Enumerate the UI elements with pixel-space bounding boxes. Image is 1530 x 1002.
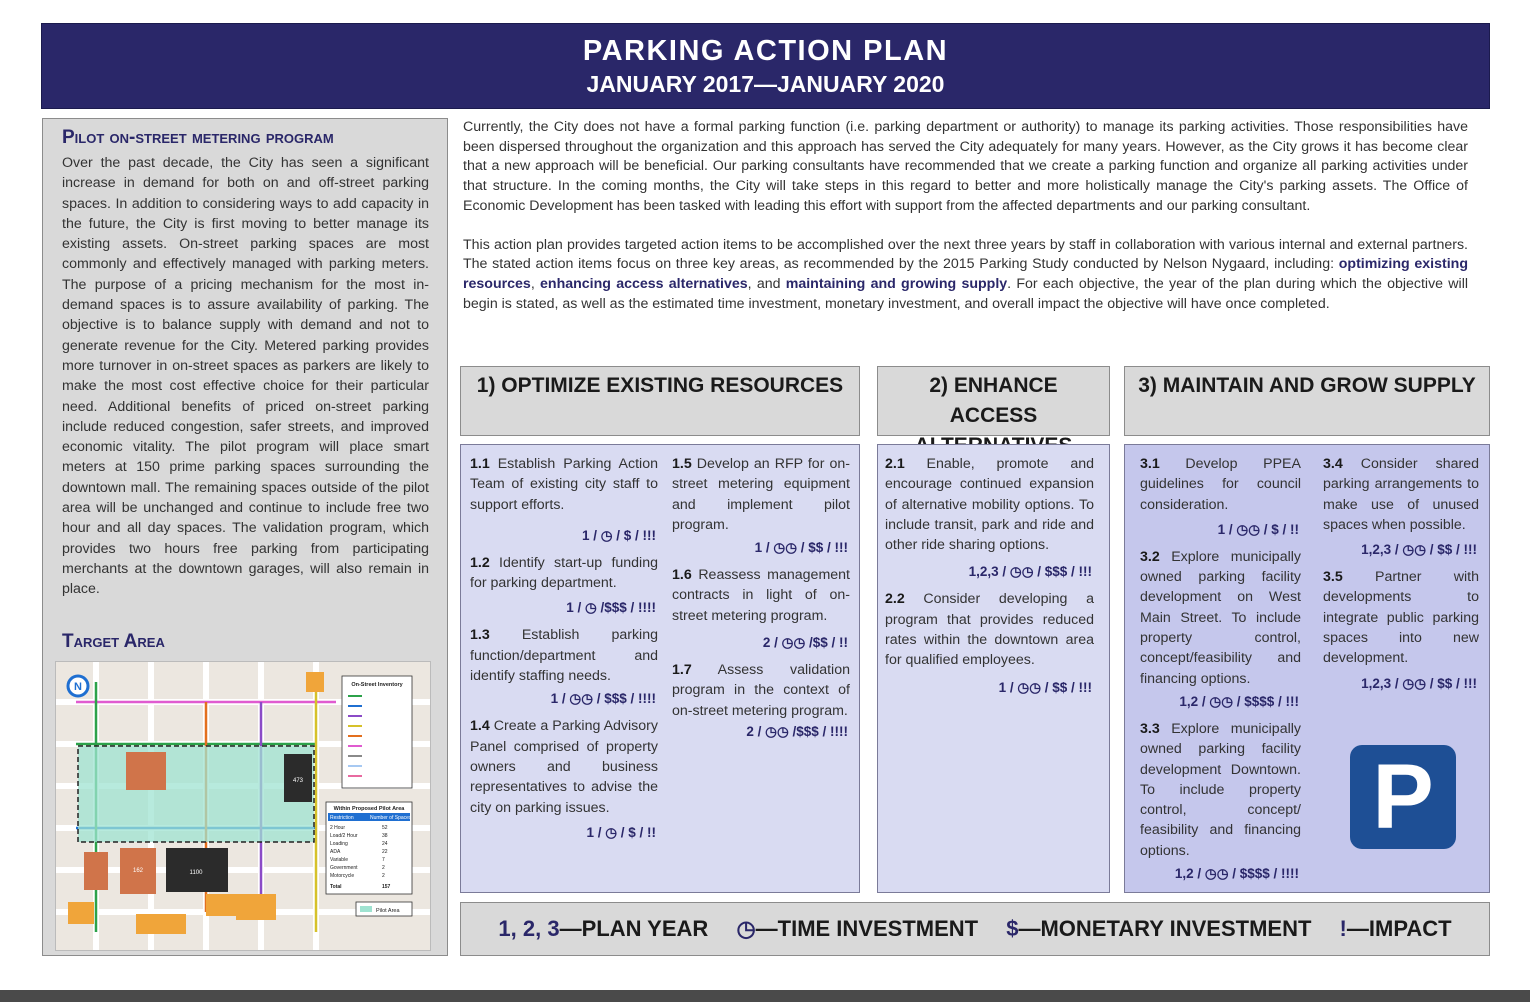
bottom-divider [0,990,1530,1002]
section-optimize-content [460,444,860,893]
key-area-2: enhancing access alternatives [540,275,748,292]
map-table-cell: 2 [382,873,385,879]
page-header [41,23,1490,109]
sidebar-title: Pilot on-street metering program [62,127,334,148]
pilot-program-sidebar [42,118,448,956]
item-rating: 1 / ◷ /$$$ / !!!! [566,600,656,616]
item-rating: 1 / ◷ / $ / !!! [581,527,656,543]
enhance-column [885,454,1094,705]
map-table-cell: 157 [382,884,391,890]
item-rating: 2 / ◷◷ /$$$ / !!!! [746,723,848,739]
legend-impact: !—IMPACT [1339,916,1452,941]
target-area-title: Target Area [62,631,165,652]
key-area-3: maintaining and growing supply [785,275,1008,292]
section-enhance-content [877,444,1110,893]
clock-icon: ◷ [736,916,756,941]
optimize-column-right [672,454,850,749]
action-item: 3.2 Explore municipally owned parking facility development on West Main Street. To include property control, concept/feasibility and financing options. 1,2 / ◷◷ / $$$$ / !!! [1140,547,1301,713]
action-item: 2.1 Enable, promote and encourage continued expansion of alternative mobility options. To include transit, park and ride and other ride sharing options. 1,2,3 / ◷◷ / $$$ / !!! [885,454,1094,583]
action-item: 3.3 Explore municipally owned parking facility development Downtown. To include property control, concept/ feasibility and financing options. 1,2 / ◷◷ / $$$$ / !!!! [1140,719,1301,885]
map-label-b2: 1100 [189,870,203,876]
sidebar-body: Over the past decade, the City has seen a significant increase in demand for both on and off-street parking spaces. In addition to considering ways to add capacity in the future, the City is first moving to better manage its existing assets. On-street parking spaces are most commonly and effectively managed with parking meters. The purpose of a pricing mechanism for the most in-demand spaces is to assure availability of parking. The objective is to balance supply with demand and not to generate revenue for the City. Metered parking provides more turnover in on-street spaces as parkers are likely to make the most cost effective choice for their particular need. Additional benefits of priced on-street parking include reduced congestion, safer streets, and improved economic vitality. The pilot program will place smart meters at 150 prime parking spaces surrounding the downtown mall. The remaining spaces outside of the pilot area will be unchanged and continue to include free two hour and all day spaces. The validation program, which provides two hours free parking from participating merchants at the downtown garages, will also remain in place. [62,155,429,598]
optimize-column-left [470,454,658,850]
action-item: 1.3 Establish parking function/department and identify staffing needs. 1 / ◷◷ / $$$ / !!!! [470,625,658,710]
action-item: 1.6 Reassess management contracts in light of on-street metering program. 2 / ◷◷ /$$ / !! [672,565,850,654]
intro-text [463,118,1468,314]
legend-money: $—MONETARY INVESTMENT [1006,916,1312,941]
map-table-title: Within Proposed Pilot Area [333,806,405,812]
section-header-optimize: 1) OPTIMIZE EXISTING RESOURCES [460,366,860,436]
map-table-cell: 38 [382,833,388,839]
item-rating: 1 / ◷◷ / $ / !! [1217,521,1299,537]
map-pilot-area-label: Pilot Area [376,908,400,914]
map-table-cell: Government [330,865,358,871]
item-rating: 1,2,3 / ◷◷ / $$$ / !!! [968,564,1092,580]
item-rating: 1,2 / ◷◷ / $$$$ / !!!! [1174,866,1299,882]
map-table-cell: Variable [330,857,348,863]
map-label-b1: 473 [292,778,304,784]
intro-paragraph-2: This action plan provides targeted action items to be accomplished over the next three years by staff in collaboration with various internal and external partners. The stated action items focus on three key areas, as recommended by the 2015 Parking Study conducted by Nelson Nygaard, including: optimizing existing resources, enhancing access alternatives, and maintaining and growing supply. For each objective, the year of the plan during which the objective will begin is stated, as well as the estimated time investment, monetary investment, and overall impact the objective will have once completed. [463,236,1468,312]
action-item: 3.4 Consider shared parking arrangements to make use of unused spaces when possible. 1,2,3 / ◷◷ / $$ / !!! [1323,454,1479,561]
rating-legend [460,902,1490,956]
target-area-map [55,661,431,951]
map-table-cell: 52 [382,825,388,831]
map-table-cell: 22 [382,849,388,855]
item-rating: 1 / ◷◷ / $$$ / !!!! [550,691,656,707]
maintain-column-right [1323,454,1479,701]
item-rating: 1,2,3 / ◷◷ / $$ / !!! [1361,542,1477,558]
map-table-header-2: Number of Spaces [370,815,412,821]
map-table-cell: 2 [382,865,385,871]
maintain-column-left [1140,454,1301,891]
map-table-cell: 2 Hour [330,825,346,831]
action-item: 1.1 Establish Parking Action Team of existing city staff to support efforts. 1 / ◷ / $ / !!! [470,454,658,547]
section-maintain-content [1124,444,1490,893]
map-table-cell: 24 [382,841,388,847]
svg-text:N: N [74,681,82,693]
dollar-icon: $ [1006,916,1019,941]
exclamation-icon: ! [1339,916,1347,941]
map-label-b3: 162 [132,868,144,874]
intro-paragraph-1: Currently, the City does not have a formal parking function (i.e. parking department or authority) to manage its parking activities. Those responsibilities have been dispersed throughout the organization and this approach has served the City adequately for many years. However, as the City grows it has become clear that a new approach will be beneficial. Our parking consultants have recommended that we create a parking function and organize all parking activities under that structure. In the coming months, the City will take steps in this regard to better and more holistically manage the City's parking assets. The Office of Economic Development has been tasked with leading this effort with support from the affected departments and our parking consultant. [463,119,1468,214]
legend-plan-year: 1, 2, 3—PLAN YEAR [498,916,709,941]
item-rating: 1 / ◷◷ / $$ / !!! [998,679,1092,695]
section-header-maintain: 3) MAINTAIN AND GROW SUPPLY [1124,366,1490,436]
map-table-cell: Loading [330,841,348,847]
action-item: 3.1 Develop PPEA guidelines for council consideration. 1 / ◷◷ / $ / !! [1140,454,1301,541]
action-item: 1.7 Assess validation program in the context of on-street metering program. 2 / ◷◷ /$$$ / !!!! [672,660,850,743]
section-header-enhance: 2) ENHANCE ACCESS [877,366,1110,436]
parking-sign-icon: P [1350,745,1456,849]
map-table-cell: ADA [330,849,341,855]
item-rating: 1 / ◷ / $ / !! [586,824,656,840]
action-item: 1.2 Identify start-up funding for parking department. 1 / ◷ /$$$ / !!!! [470,553,658,620]
map-table-cell: 7 [382,857,385,863]
item-rating: 1,2,3 / ◷◷ / $$ / !!! [1361,675,1477,691]
map-legend-title: On-Street Inventory [351,682,403,688]
action-item: 1.4 Create a Parking Advisory Panel comprised of property owners and business representatives to advise the city on parking issues. 1 / ◷ / $ / !! [470,716,658,843]
action-item: 3.5 Partner with developments to integrate public parking spaces into new development. 1,2,3 / ◷◷ / $$ / !!! [1323,567,1479,694]
page-title: PARKING ACTION PLAN [582,35,949,67]
map-table-cell: Motorcycle [330,873,355,879]
map-table-header-1: Restriction [330,815,354,821]
action-item: 1.5 Develop an RFP for on-street metering equipment and implement pilot program. 1 / ◷◷ / $$ / !!! [672,454,850,559]
page-subtitle: JANUARY 2017—JANUARY 2020 [586,71,945,97]
item-rating: 1,2 / ◷◷ / $$$$ / !!! [1179,693,1299,709]
item-rating: 1 / ◷◷ / $$ / !!! [754,540,848,556]
map-table-cell: Total [330,884,342,890]
key-area-1: optimizing existing resources [463,256,1468,292]
map-table-cell: Load/2 Hour [330,833,358,839]
action-item: 2.2 Consider developing a program that provides reduced rates within the downtown area for qualified employees. 1 / ◷◷ / $$ / !!! [885,589,1094,698]
item-rating: 2 / ◷◷ /$$ / !! [762,635,848,651]
legend-time: ◷—TIME INVESTMENT [736,916,979,941]
